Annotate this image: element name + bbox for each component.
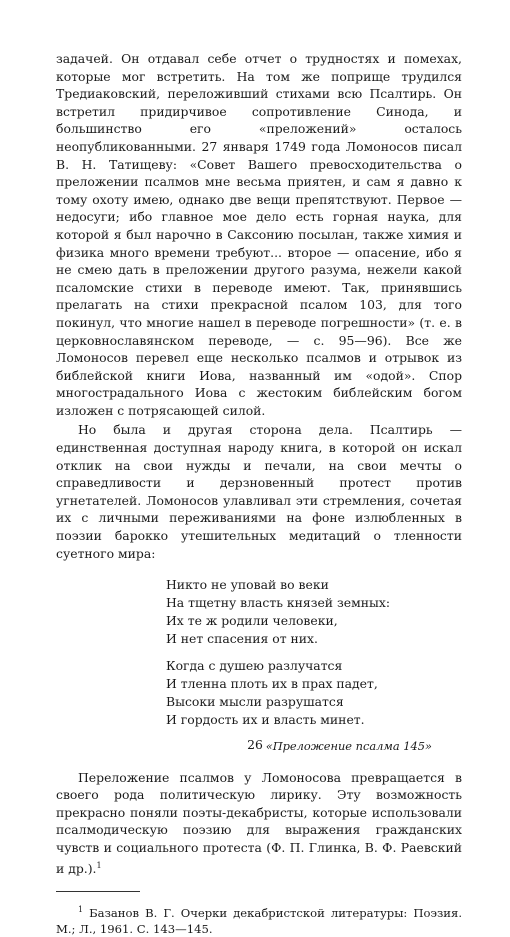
poem-excerpt — [56, 576, 462, 728]
footnote-text: Базанов В. Г. Очерки декабристской литературы: Поэзия. М.; Л., 1961. С. 143—145. — [56, 906, 463, 937]
poem-line: Никто не уповай во веки — [166, 577, 329, 593]
poem-stanza-1 — [166, 576, 462, 647]
poem-caption: «Преложение псалма 145» — [265, 738, 432, 753]
poem-line: Когда с душею разлучатся — [166, 658, 343, 674]
poem-line: И тленна плоть их в прах падет, — [166, 676, 378, 692]
paragraph-decembrists — [56, 769, 462, 878]
footnote-marker: 1 — [78, 905, 84, 915]
poem-line: Высоки мысли разрушатся — [166, 694, 344, 709]
footnote-reference[interactable]: 1 — [96, 860, 102, 870]
page-number: 26 — [247, 737, 263, 752]
poem-stanza-2 — [166, 657, 462, 728]
paragraph-psalter: Но была и другая сторона дела. Псалтирь — единственная доступная народу книга, в которой он искал отклик на свои нужды и печали, на свои мечты о справедливости и дерзновенный протест против угнетателей. Ломоносов улавливал эти стремления, сочетая их с личными переживаниями на фоне излюбленных в поэзии барокко утешительных медитаций о тленности суетного мира: — [56, 422, 462, 561]
paragraph-intro: задачей. Он отдавал себе отчет о трудностях и помехах, которые мог встретить. На том же поприще трудился Тредиаковский, переложивший стихами всю Псалтирь. Он встретил придирчивое сопротивление Синода, и большинство его «преложений» осталось неопубликованными. 27 января 1749 года Ломоносов писал В. Н. Татищеву: «Совет Вашего превосходительства о преложении псалмов мне весьма приятен, и сам я давно к тому охоту имею, однако две вещи препятствуют. Первое — недосуги; ибо главное мое дело есть горная наука, для которой я был нарочно в Саксонию посылан, также химия и физика много времени требуют... второе — опасение, ибо я не смею дать в преложении другого разума, нежели какой псаломские стихи в переводе имеют. Так, принявшись прелагать на стихи прекрасной псалом 103, для того покинул, что многие нашел в переводе погрешности» (т. е. в церковнославянском переводе, — с. 95—96). Все же Ломоносов перевел еще несколько псалмов и отрывок из библейской книги Иова, названный им «одой». Спор многострадального Иова с жестоким библейским богом изложен с потрясающей силой. — [56, 51, 462, 418]
poem-line: И гордость их и власть минет. — [166, 711, 365, 727]
footnote — [56, 902, 462, 937]
footnote-divider — [56, 891, 140, 892]
paragraph-text: Переложение псалмов у Ломоносова превращается в своего рода политическую лирику. Эту возможность прекрасно поняли поэты-декабристы, которые использовали псалмодическую поэзию для выражения гражданских чувств и социального протеста (Ф. П. Глинка, В. Ф. Раевский и др.). — [56, 769, 462, 876]
poem-line: И нет спасения от них. — [166, 630, 318, 646]
poem-line: На тщетну власть князей земных: — [166, 595, 391, 611]
poem-line: Их те ж родили человеки, — [166, 612, 338, 628]
